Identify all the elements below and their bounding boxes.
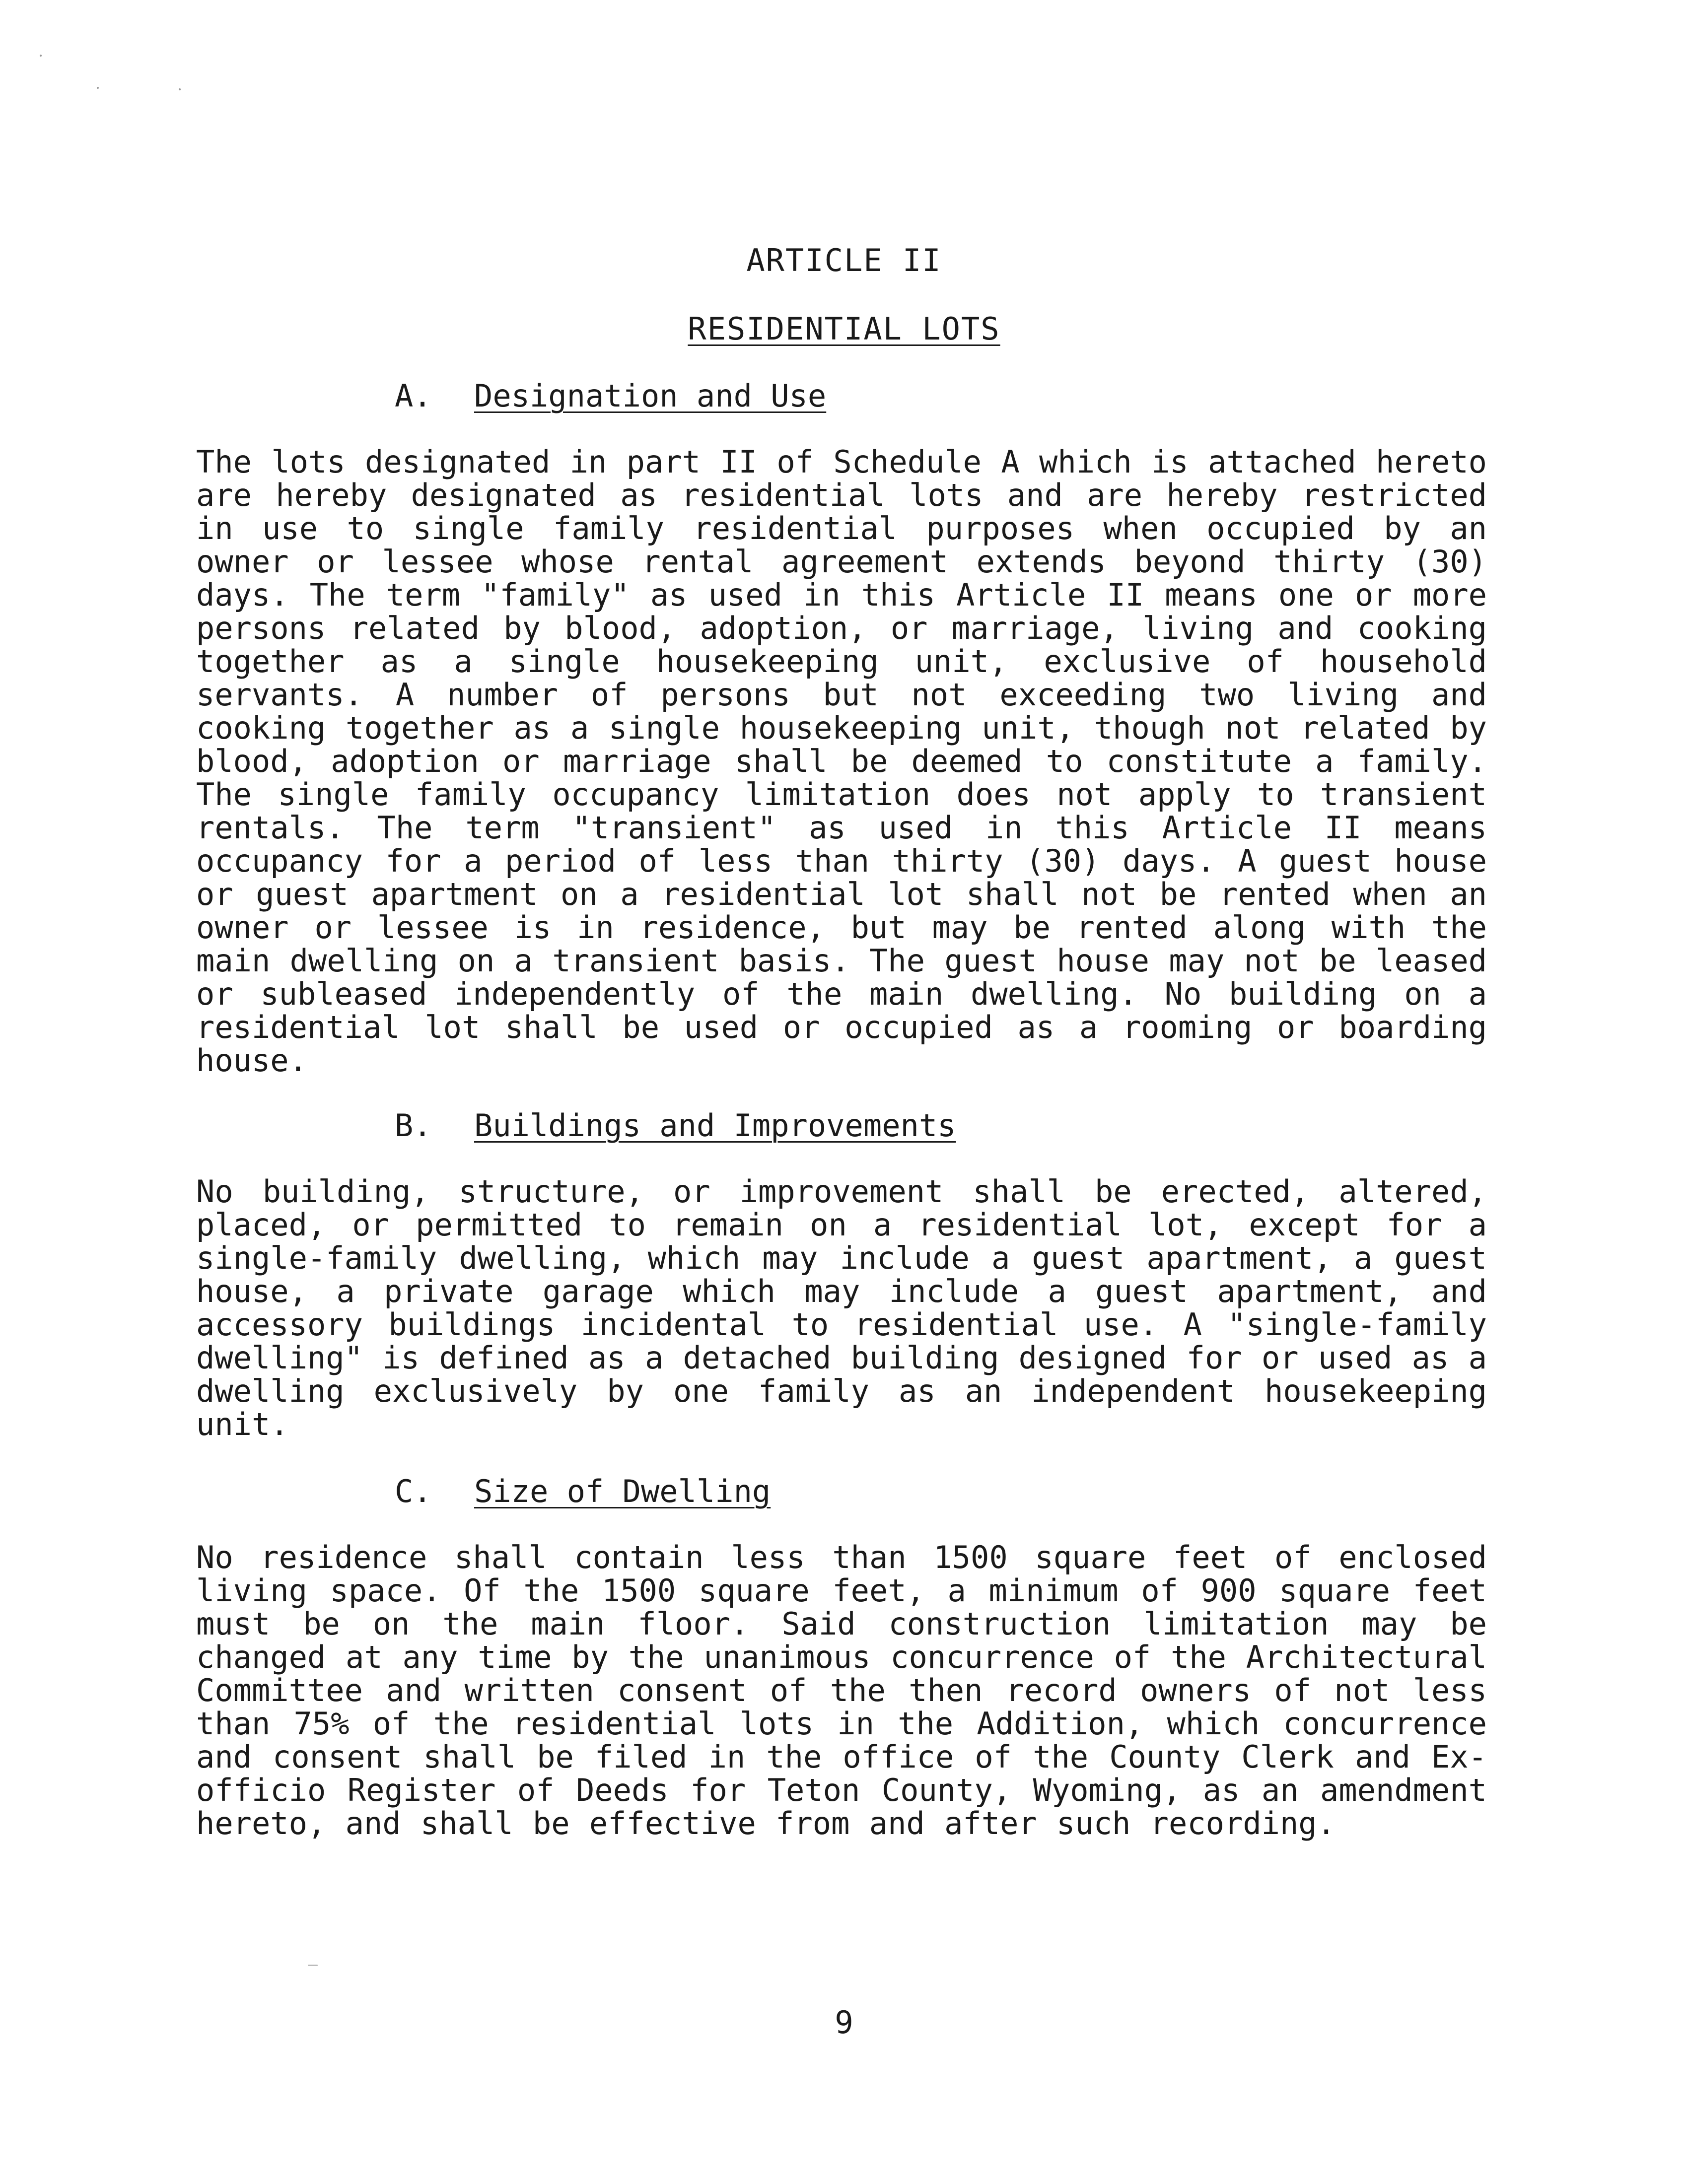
section-body-c: No residence shall contain less than 1500 square feet of enclosed living space. Of the 1500 square feet, a minimum of 900 square feet must be on the main floor. Said construction limitation may be changed at any time by the unanimous concurrence of the Architectural Committee and written consent of the then record owners of not less than 75% of the residential lots in the Addition, which concurrence and consent shall be filed in the office of the County Clerk and Ex-officio Register of Deeds for Teton County, Wyoming, as an amendment hereto, and shall be effective from and after such recording. (196, 1539, 1487, 1842)
section-heading-b (395, 1108, 956, 1143)
scan-speck (308, 1965, 318, 1966)
section-title: Size of Dwelling (474, 1473, 771, 1509)
page-number: 9 (835, 2004, 853, 2041)
section-heading-a (395, 379, 826, 413)
article-subtitle-text: RESIDENTIAL LOTS (688, 311, 1000, 347)
scan-speck (179, 88, 181, 90)
article-subtitle (0, 312, 1688, 346)
section-heading-c (395, 1474, 771, 1509)
section-letter: B. (395, 1107, 432, 1144)
article-title: ARTICLE II (746, 242, 942, 278)
section-body-a: The lots designated in part II of Schedule A which is attached hereto are hereby designated as residential lots and are hereby restricted in use to single family residential purposes when occupied by an owner or lessee whose rental agreement extends beyond thirty (30) days. The term "family" as used in this Article II means one or more persons related by blood, adoption, or marriage, living and cooking together as a single housekeeping unit, exclusive of household servants. A number of persons but not exceeding two living and cooking together as a single housekeeping unit, though not related by blood, adoption or marriage shall be deemed to constitute a family. The single family occupancy limitation does not apply to transient rentals. The term "transient" as used in this Article II means occupancy for a period of less than thirty (30) days. A guest house or guest apartment on a residential lot shall not be rented when an owner or lessee is in residence, but may be rented along with the main dwelling on a transient basis. The guest house may not be leased or subleased independently of the main dwelling. No building on a residential lot shall be used or occupied as a rooming or boarding house. (196, 444, 1487, 1079)
section-title: Buildings and Improvements (474, 1107, 956, 1144)
scan-speck (40, 55, 42, 57)
section-title: Designation and Use (474, 378, 827, 414)
section-body-b: No building, structure, or improvement shall be erected, altered, placed, or permitted to remain on a residential lot, except for a single-family dwelling, which may include a guest apartment, a guest house, a private garage which may include a guest apartment, and accessory buildings incidental to residential use. A "single-family dwelling" is defined as a detached building designed for or used as a dwelling exclusively by one family as an independent housekeeping unit. (196, 1173, 1487, 1442)
section-letter: A. (395, 378, 432, 414)
scan-speck (97, 87, 99, 89)
section-letter: C. (395, 1473, 432, 1509)
